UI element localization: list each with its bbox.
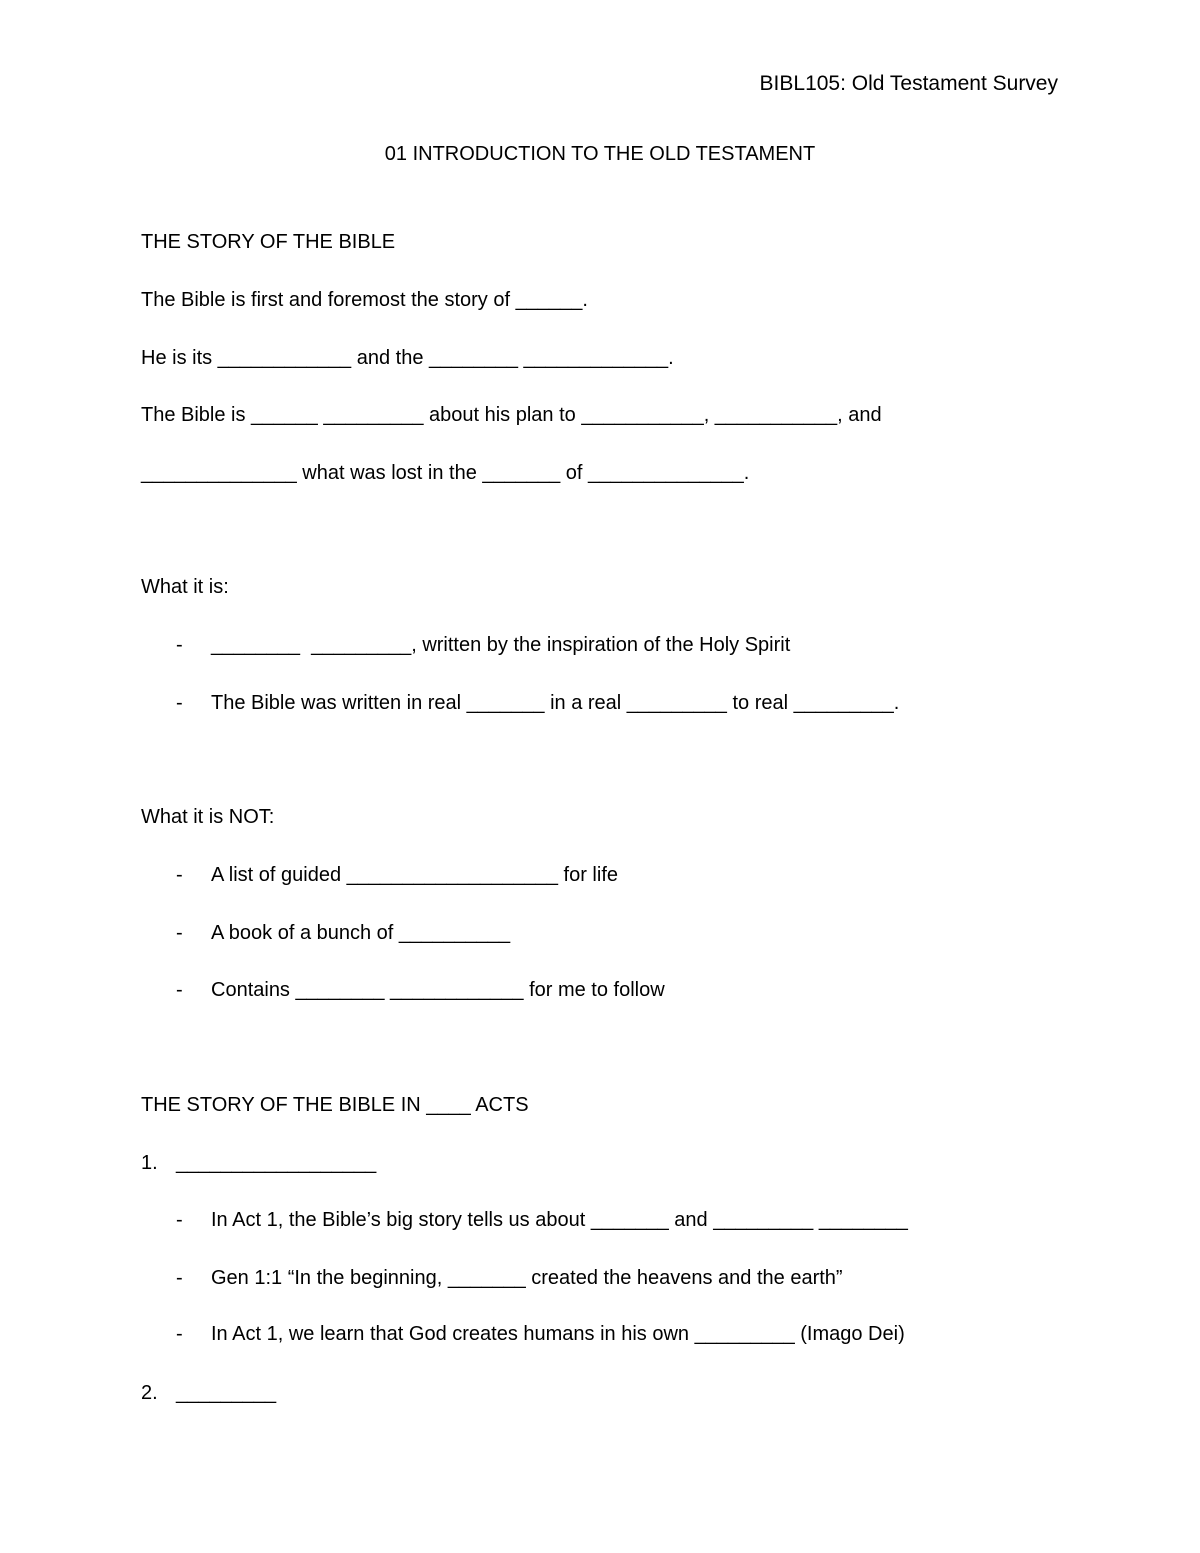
bullet-text: In Act 1, we learn that God creates humans in his own _________ (Imago Dei)	[211, 1323, 905, 1345]
bullet-dash: -	[176, 634, 183, 656]
what-it-is-not-label: What it is NOT:	[141, 806, 275, 828]
act-number: 2.	[141, 1382, 158, 1404]
section-heading-story: THE STORY OF THE BIBLE	[141, 231, 396, 253]
paragraph-line: He is its ____________ and the ________ _____________.	[141, 347, 674, 369]
bullet-text: Contains ________ ____________ for me to follow	[211, 979, 665, 1001]
bullet-text: A list of guided ___________________ for life	[211, 864, 619, 886]
section-heading-acts: THE STORY OF THE BIBLE IN ____ ACTS	[141, 1094, 529, 1116]
document-title: 01 INTRODUCTION TO THE OLD TESTAMENT	[384, 143, 816, 165]
bullet-dash: -	[176, 1267, 183, 1289]
bullet-dash: -	[176, 1323, 183, 1345]
bullet-dash: -	[176, 979, 183, 1001]
paragraph-line: The Bible is first and foremost the story of ______.	[141, 289, 588, 311]
bullet-text: ________ _________, written by the inspiration of the Holy Spirit	[211, 634, 791, 656]
bullet-dash: -	[176, 692, 183, 714]
bullet-text: In Act 1, the Bible’s big story tells us about _______ and _________ ________	[211, 1209, 908, 1231]
act-blank: __________________	[176, 1152, 377, 1174]
bullet-text: A book of a bunch of __________	[211, 922, 511, 944]
paragraph-line: ______________ what was lost in the _______ of ______________.	[141, 462, 750, 484]
bullet-text: The Bible was written in real _______ in a real _________ to real _________.	[211, 692, 900, 714]
paragraph-line: The Bible is ______ _________ about his plan to ___________, ___________, and	[141, 404, 882, 426]
bullet-dash: -	[176, 922, 183, 944]
act-number: 1.	[141, 1152, 158, 1174]
bullet-dash: -	[176, 1209, 183, 1231]
bullet-text: Gen 1:1 “In the beginning, _______ created the heavens and the earth”	[211, 1267, 843, 1289]
bullet-dash: -	[176, 864, 183, 886]
act-blank: _________	[176, 1382, 277, 1404]
course-header: BIBL105: Old Testament Survey	[759, 72, 1058, 95]
what-it-is-label: What it is:	[141, 576, 229, 598]
